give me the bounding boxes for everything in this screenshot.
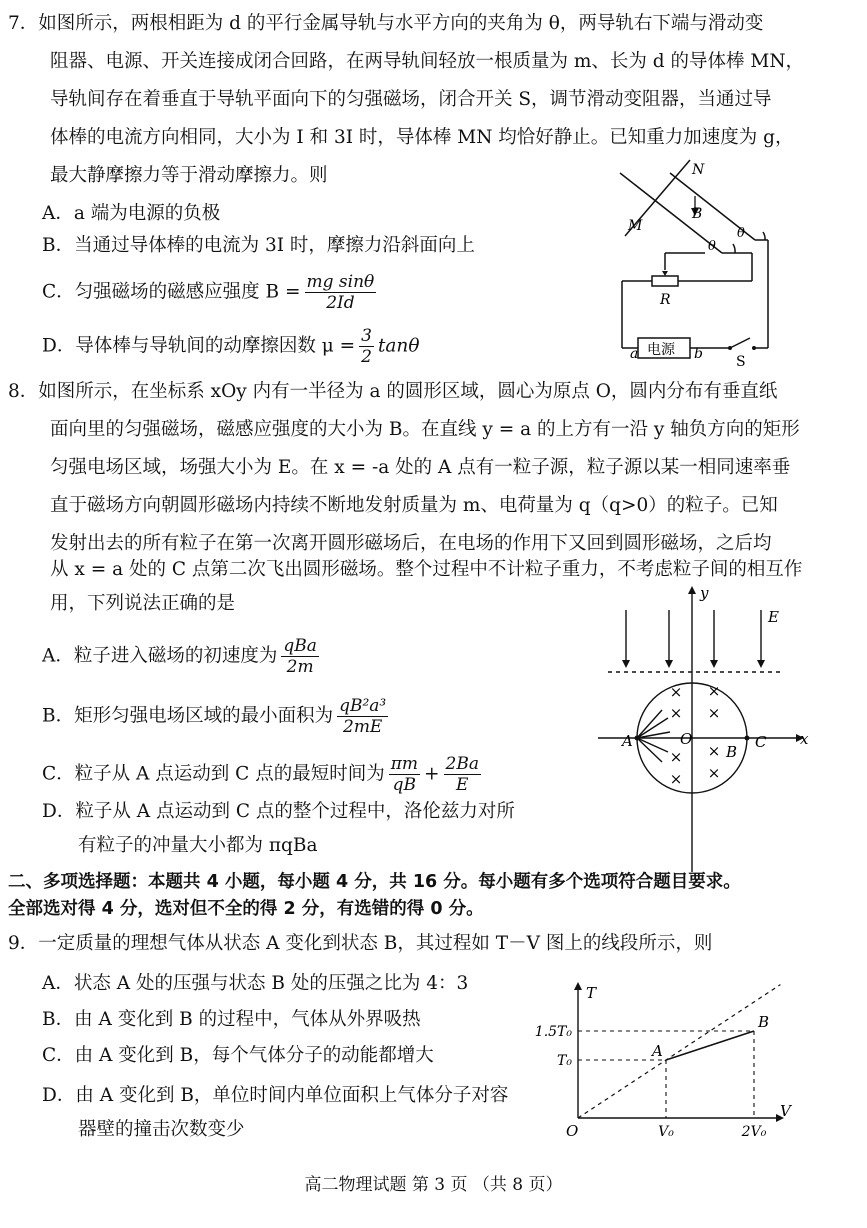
- page-footer: 高二物理试题 第 3 页 （共 8 页）: [304, 1175, 563, 1195]
- label-c: C: [755, 733, 767, 751]
- section2-instructions: 全部选对得 4 分，选对但不全的得 2 分，有选错的得 0 分。: [8, 899, 484, 919]
- q7-option-d-text: D．导体棒与导轨间的动摩擦因数 μ =: [42, 335, 356, 357]
- label-n: N: [692, 162, 705, 178]
- q7-stem-line-3: 导轨间存在着垂直于导轨平面向下的匀强磁场，闭合开关 S，调节滑动变阻器，当通过导: [50, 89, 772, 110]
- q7-stem-line-2: 阻器、电源、开关连接成闭合回路，在两导轨间轻放一根质量为 m、长为 d 的导体棒 MN，: [50, 51, 805, 72]
- q8-stem-line-2: 面向里的匀强磁场，磁感应强度的大小为 B。在直线 y = a 的上方有一沿 y 轴负方向的矩形: [50, 419, 800, 440]
- axis-label-v: V: [780, 1102, 791, 1120]
- q8-stem-line-6: 从 x = a 处的 C 点第二次飞出圆形磁场。整个过程中不计粒子重力，不考虑粒子间的相互作: [50, 559, 803, 580]
- q7-option-d[interactable]: D．导体棒与导轨间的动摩擦因数 μ = $\frac{3}{2}$ tanθ: [42, 326, 420, 367]
- q7-stem-line-5: 最大静摩擦力等于滑动摩擦力。则: [50, 165, 328, 186]
- svg-text:×: ×: [707, 742, 721, 760]
- label-e: E: [768, 608, 779, 626]
- q9-tv-graph: [528, 980, 798, 1146]
- label-x: x: [800, 730, 809, 748]
- q8-option-b-fraction: $\frac{\text{qB²a³}}{2mE}$: [339, 696, 387, 737]
- label-theta-bottom: θ: [708, 239, 716, 254]
- q9-plot-area: [535, 985, 781, 1140]
- origin-label: O: [566, 1122, 579, 1140]
- process-line-a-b: [666, 1031, 754, 1060]
- q8-stem-line-4: 直于磁场方向朝圆形磁场内持续不断地发射质量为 m、电荷量为 q（q>0）的粒子。已知: [50, 495, 778, 516]
- y-tick-0: T₀: [557, 1053, 572, 1069]
- q7-option-c[interactable]: [42, 272, 380, 313]
- svg-text:×: ×: [707, 764, 721, 782]
- q8-option-d-cont: 有粒子的冲量大小都为 πqBa: [78, 835, 318, 856]
- label-y: y: [700, 584, 709, 602]
- q8-option-a[interactable]: A．粒子进入磁场的初速度为 $\frac{\text{qBa}}{2m}$: [42, 636, 317, 677]
- section2-heading: 二、多项选择题：本题共 4 小题，每小题 4 分，共 16 分。每小题有多个选项符合题目要求。: [8, 872, 741, 892]
- svg-text:×: ×: [669, 704, 683, 722]
- label-r: R: [660, 292, 671, 308]
- q8-stem-line-5: 发射出去的所有粒子在第一次离开圆形磁场后，在电场的作用下又回到圆形磁场，之后均: [50, 533, 772, 554]
- point-label-b: B: [758, 1013, 770, 1031]
- x-tick-1: 2V₀: [741, 1124, 767, 1140]
- q7-option-b[interactable]: B．当通过导体棒的电流为 3I 时，摩擦力沿斜面向上: [42, 235, 475, 256]
- t-axis-arrow-icon: [574, 982, 582, 990]
- q8-option-c-fraction-1: $\frac{\pi m}{qB}$: [390, 754, 418, 795]
- q8-option-b[interactable]: B．矩形匀强电场区域的最小面积为 $\frac{\text{qB²a³}}{2mE}$: [42, 696, 387, 737]
- label-b-terminal: b: [694, 346, 703, 362]
- label-theta-top: θ: [737, 226, 745, 241]
- point-label-a: A: [652, 1042, 663, 1060]
- q8-stem-line-7: 用，下列说法正确的是: [50, 593, 236, 614]
- q9-option-d[interactable]: D．由 A 变化到 B，单位时间内单位面积上气体分子对容: [42, 1085, 509, 1106]
- axis-label-t: T: [586, 984, 597, 1002]
- q7-stem-line-1: 7．如图所示，两根相距为 d 的平行金属导轨与水平方向的夹角为 θ，两导轨右下端与滑动变: [8, 13, 764, 34]
- label-a: a: [630, 346, 639, 362]
- label-o: O: [680, 730, 693, 748]
- svg-text:×: ×: [707, 682, 721, 700]
- q8-option-c[interactable]: C．粒子从 A 点运动到 C 点的最短时间为 $\frac{\pi m}{qB}$ + $\frac{2Ba}{E}$: [42, 754, 479, 795]
- q9-option-c[interactable]: C．由 A 变化到 B，每个气体分子的动能都增大: [42, 1045, 434, 1066]
- q7-option-a[interactable]: A．a 端为电源的负极: [42, 203, 221, 224]
- magnetic-field-crosses: [670, 682, 721, 788]
- q8-stem-line-1: 8．如图所示，在坐标系 xOy 内有一半径为 a 的圆形区域，圆心为原点 O，圆内分布有垂直纸: [8, 381, 778, 402]
- svg-text:×: ×: [669, 748, 683, 766]
- x-tick-0: V₀: [658, 1124, 674, 1140]
- q7-stem-line-4: 体棒的电流方向相同，大小为 I 和 3I 时，导体棒 MN 均恰好静止。已知重力加速度为 g，: [50, 127, 794, 148]
- label-b: B: [692, 206, 703, 222]
- y-tick-1: 1.5T₀: [534, 1024, 572, 1040]
- svg-text:×: ×: [707, 704, 721, 722]
- resistor-icon: [652, 276, 678, 286]
- label-source: 电源: [647, 342, 675, 358]
- q8-option-a-fraction: $\frac{\text{qBa}}{2m}$: [283, 636, 317, 677]
- q7-option-d-fraction: $\frac{3}{2}$: [361, 326, 372, 367]
- svg-text:×: ×: [669, 683, 683, 701]
- q9-stem: 9．一定质量的理想气体从状态 A 变化到状态 B，其过程如 T－V 图上的线段所示，则: [8, 933, 713, 954]
- label-m: M: [628, 218, 643, 234]
- label-s: S: [736, 354, 746, 370]
- q8-option-d[interactable]: D．粒子从 A 点运动到 C 点的整个过程中，洛伦兹力对所: [42, 801, 515, 822]
- q8-magnetic-field-figure: [596, 582, 814, 874]
- y-axis-arrow-icon: [688, 586, 696, 594]
- q9-option-a[interactable]: A．状态 A 处的压强与状态 B 处的压强之比为 4：3: [42, 973, 469, 994]
- q8-stem-line-3: 匀强电场区域，场强大小为 E。在 x = -a 处的 A 点有一粒子源，粒子源以某一相同速率垂: [50, 457, 791, 478]
- q7-rail-circuit-figure: [600, 158, 800, 370]
- q8-option-c-fraction-2: $\frac{2Ba}{E}$: [445, 754, 479, 795]
- q9-option-d-cont: 器壁的撞击次数变少: [78, 1119, 245, 1140]
- label-a: A: [622, 732, 633, 750]
- q9-option-b[interactable]: B．由 A 变化到 B 的过程中，气体从外界吸热: [42, 1009, 421, 1030]
- q7-option-c-fraction: $\frac{\text{mg sinθ}}{2Id}$: [306, 272, 375, 313]
- label-b: B: [726, 743, 738, 761]
- origin-guide-line: [578, 985, 780, 1118]
- svg-text:×: ×: [669, 770, 683, 788]
- q7-option-c-text: C．匀强磁场的磁感应强度 B =: [42, 281, 301, 303]
